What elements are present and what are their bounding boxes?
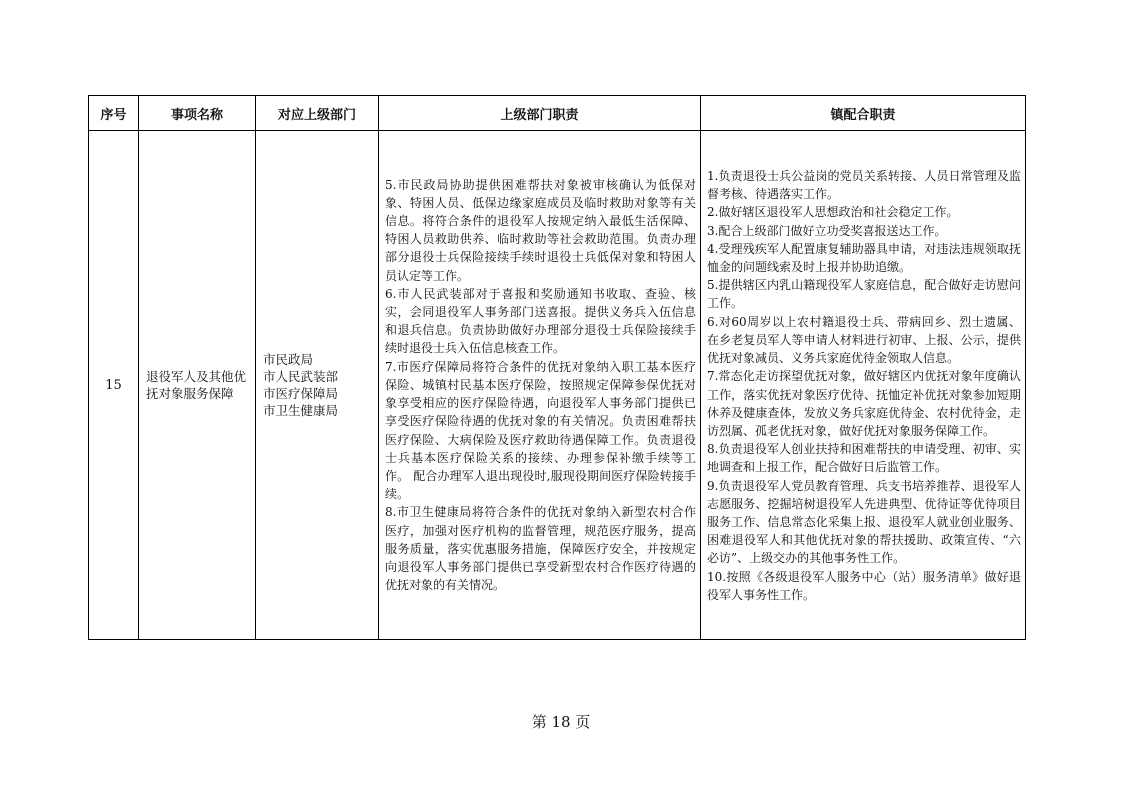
header-item-name: 事项名称 — [139, 96, 256, 131]
table-row — [89, 131, 1026, 640]
town-duty-paragraph: 8.负责退役军人创业扶持和困难帮扶的申请受理、初审、实地调查和上报工作，配合做好日后监管工作。 — [707, 442, 1021, 475]
department-line: 市民政局 — [263, 352, 314, 367]
row-item-name: 退役军人及其他优抚对象服务保障 — [139, 131, 256, 640]
town-duty-paragraph: 9.负责退役军人党员教育管理、兵支书培养推荐、退役军人志愿服务、挖掘培树退役军人先进典型、优待证等优待项目服务工作、信息常态化采集上报、退役军人就业创业服务、困难退役军人和其他优抚对象的帮扶援助、政策宣传、“六必访”、上级交办的其他事务性工作。 — [707, 478, 1021, 566]
town-duties-cell — [701, 131, 1026, 640]
town-duty-paragraph: 6.对60周岁以上农村籍退役士兵、带病回乡、烈士遗属、在乡老复员军人等申请人材料进行初审、上报、公示，提供优抚对象减员、义务兵家庭优待金领取人信息。 — [707, 314, 1021, 366]
duty-table — [88, 95, 1026, 640]
page-number: 第 18 页 — [531, 713, 591, 731]
row-departments — [256, 131, 379, 640]
town-duty-paragraph: 5.提供辖区内乳山籍现役军人家庭信息，配合做好走访慰问工作。 — [707, 278, 1021, 311]
town-duty-paragraph: 4.受理残疾军人配置康复辅助器具申请，对违法违规领取抚恤金的问题线索及时上报并协助追缴。 — [707, 241, 1021, 275]
town-duty-paragraph: 7.常态化走访探望优抚对象，做好辖区内优抚对象年度确认工作，落实优抚对象医疗优待、抚恤定补优抚对象参加短期休养及健康查体，发放义务兵家庭优待金、农村优待金，走访烈属、孤老优抚对象，做好优抚对象服务保障工作。 — [707, 369, 1021, 438]
department-line: 市人民武装部 — [263, 369, 339, 384]
town-duty-paragraph: 3.配合上级部门做好立功受奖喜报送达工作。 — [707, 223, 947, 238]
header-department: 对应上级部门 — [256, 96, 379, 131]
town-duty-paragraph: 10.按照《各级退役军人服务中心（站）服务清单》做好退役军人事务性工作。 — [707, 569, 1021, 602]
table-header-row — [89, 96, 1026, 131]
department-line: 市医疗保障局 — [263, 386, 339, 401]
superior-duty-paragraph: 6.市人民武装部对于喜报和奖励通知书收取、查验、核实，会同退役军人事务部门送喜报。提供义务兵入伍信息和退兵信息。负责协助做好办理部分退役士兵保险接续手续时退役士兵入伍信息核查工作。 — [385, 286, 696, 356]
superior-duties-cell — [379, 131, 701, 640]
town-duty-paragraph: 1.负责退役士兵公益岗的党员关系转接、人员日常管理及监督考核、待遇落实工作。 — [707, 169, 1021, 202]
department-line: 市卫生健康局 — [263, 403, 339, 418]
town-duty-paragraph: 2.做好辖区退役军人思想政治和社会稳定工作。 — [707, 205, 959, 220]
superior-duty-paragraph: 5.市民政局协助提供困难帮扶对象被审核确认为低保对象、特困人员、低保边缘家庭成员及临时救助对象等有关信息。将符合条件的退役军人按规定纳入最低生活保障、特困人员救助供养、临时救助等社会救助范围。负责办理部分退役士兵保险接续手续时退役士兵低保对象和特困人员认定等工作。 — [385, 177, 696, 283]
row-seq: 15 — [89, 131, 139, 640]
header-town-duties: 镇配合职责 — [701, 96, 1026, 131]
header-superior-duties: 上级部门职责 — [379, 96, 701, 131]
header-seq: 序号 — [89, 96, 139, 131]
superior-duty-paragraph: 7.市医疗保障局将符合条件的优抚对象纳入职工基本医疗保险、城镇村民基本医疗保险，按照规定保障参保优抚对象享受相应的医疗保险待遇，向退役军人事务部门提供已享受医疗保险待遇的优抚对象的有关情况。负责困难帮扶医疗保险、大病保险及医疗救助待遇保障工作。负责退役士兵基本医疗保险关系的接续、办理参保补缴手续等工作。 配合办理军人退出现役时,服现役期间医疗保险转接手续。 — [385, 359, 696, 502]
superior-duty-paragraph: 8.市卫生健康局将符合条件的优抚对象纳入新型农村合作医疗，加强对医疗机构的监督管理，规范医疗服务，提高服务质量，落实优惠服务措施，保障医疗安全，并按规定向退役军人事务部门提供已享受新型农村合作医疗待遇的优抚对象的有关情况。 — [385, 505, 696, 593]
